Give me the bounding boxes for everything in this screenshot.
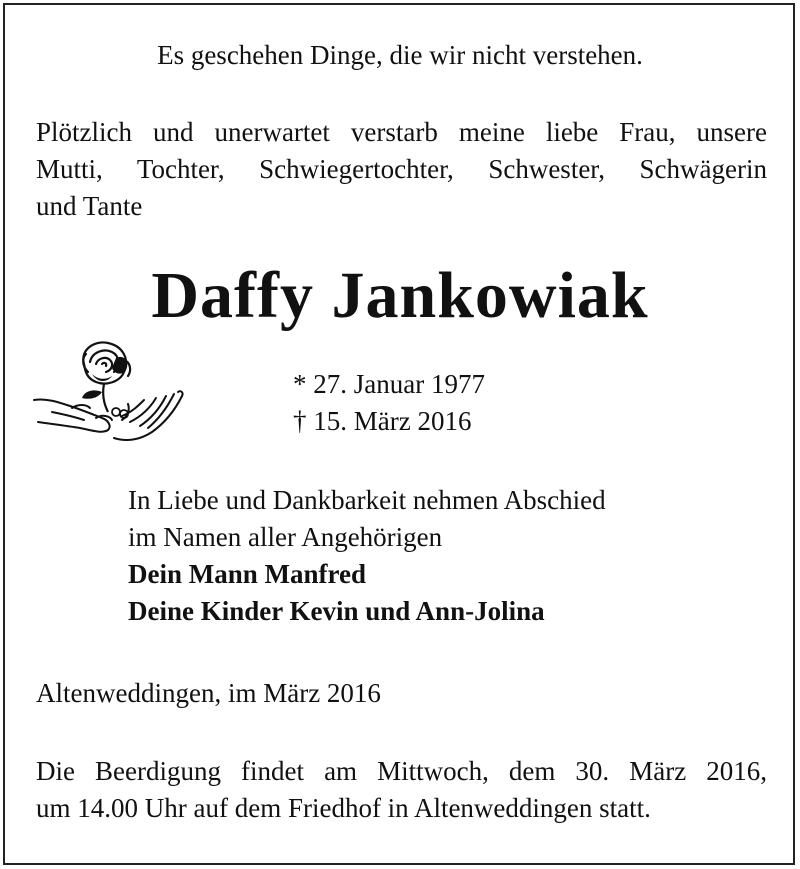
life-dates xyxy=(293,366,485,440)
funeral-info xyxy=(36,753,767,827)
intro-text xyxy=(36,114,767,225)
birth-date: * 27. Januar 1977 xyxy=(293,369,485,399)
intro-line: Mutti, Tochter, Schwiegertochter, Schwester, Schwägerin xyxy=(36,154,767,184)
mourner-line: Dein Mann Manfred xyxy=(128,559,367,589)
place-and-date: Altenweddingen, im März 2016 xyxy=(36,678,381,708)
rose-in-hands-icon xyxy=(32,334,186,444)
deceased-name: Daffy Jankowiak xyxy=(151,259,649,332)
funeral-line: um 14.00 Uhr auf dem Friedhof in Altenweddingen statt. xyxy=(36,793,651,823)
death-date: † 15. März 2016 xyxy=(293,406,472,436)
farewell-line: im Namen aller Angehörigen xyxy=(128,522,443,552)
farewell-line: In Liebe und Dankbarkeit nehmen Abschied xyxy=(128,485,606,515)
intro-line: Plötzlich und unerwartet verstarb meine liebe Frau, unsere xyxy=(36,117,767,147)
intro-line: und Tante xyxy=(36,191,143,221)
farewell-block xyxy=(128,482,606,630)
funeral-line: Die Beerdigung findet am Mittwoch, dem 30. März 2016, xyxy=(36,756,767,786)
motto: Es geschehen Dinge, die wir nicht verstehen. xyxy=(157,40,643,70)
mourner-line: Deine Kinder Kevin und Ann-Jolina xyxy=(128,596,545,626)
